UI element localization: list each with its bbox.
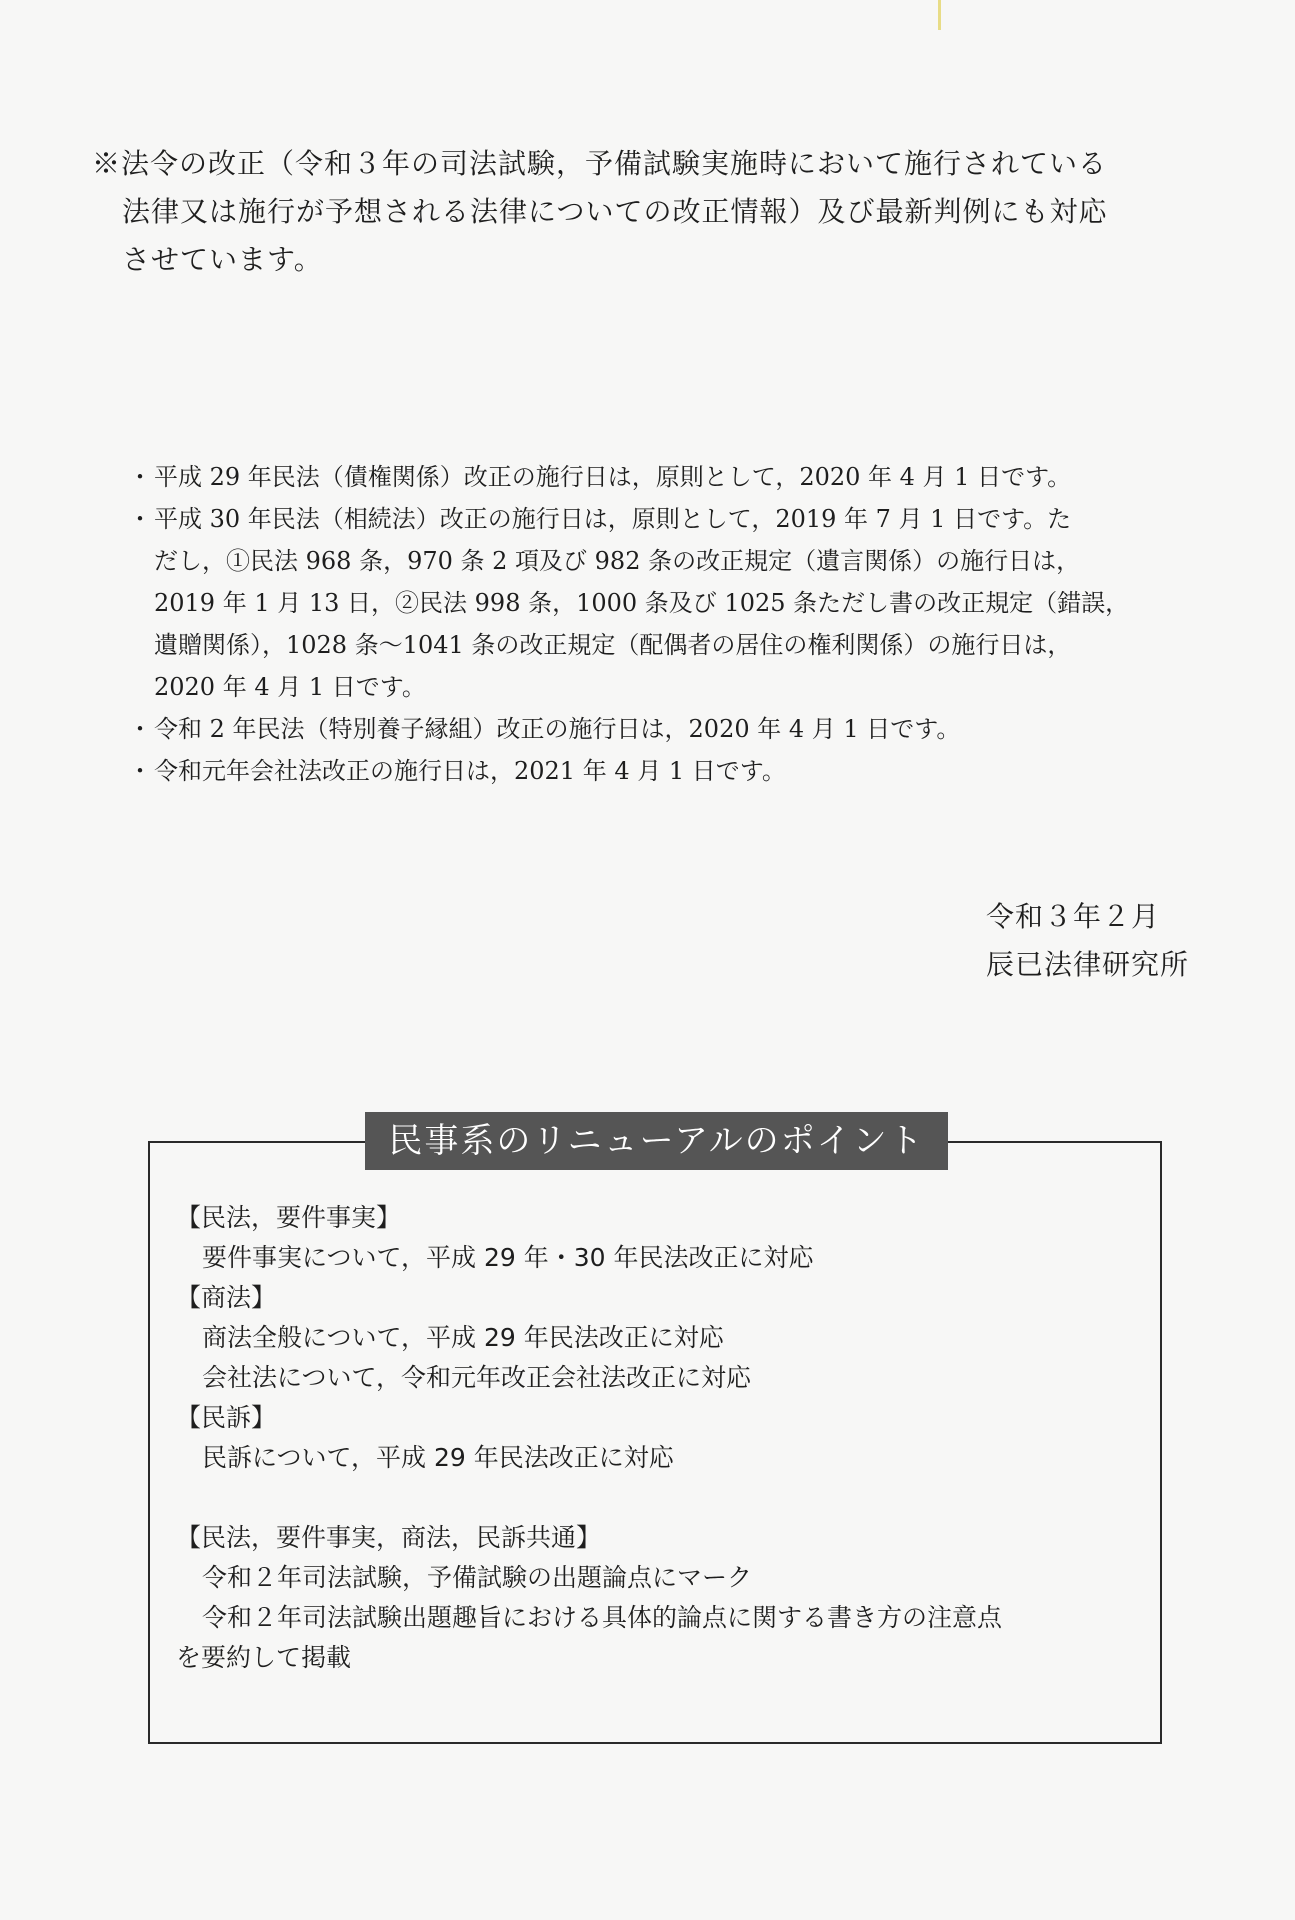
notice-line: ※法令の改正（令和３年の司法試験，予備試験実施時において施行されている — [92, 147, 1108, 180]
list-item-text: 2019 年 1 月 13 日，②民法 998 条，1000 条及び 1025 条ただし書の改正規定（錯誤， — [154, 589, 1130, 617]
bullet-marker: ・ — [128, 463, 152, 491]
section-item: 要件事実について，平成 29 年・30 年民法改正に対応 — [202, 1243, 814, 1272]
signature-organization: 辰已法律研究所 — [986, 948, 1190, 981]
list-item — [128, 456, 1223, 498]
section-spacer — [176, 1478, 1146, 1518]
section-heading: 【民法，要件事実，商法，民訴共通】 — [176, 1523, 602, 1552]
bullet-marker: ・ — [128, 505, 152, 533]
bullet-marker: ・ — [128, 757, 152, 785]
renewal-points-title: 民事系のリニューアルのポイント — [365, 1112, 948, 1170]
section-item: 令和２年司法試験出題趣旨における具体的論点に関する書き方の注意点 — [202, 1603, 1003, 1632]
section-heading: 【民訴】 — [176, 1403, 277, 1432]
effective-dates-list — [128, 456, 1223, 792]
section-heading: 【商法】 — [176, 1283, 277, 1312]
list-item-text: 遺贈関係），1028 条～1041 条の改正規定（配偶者の居住の権利関係）の施行日は， — [154, 631, 1072, 659]
signature-date: 令和３年２月 — [986, 900, 1161, 933]
section-item: 令和２年司法試験，予備試験の出題論点にマーク — [202, 1563, 753, 1592]
list-item-text: 平成 29 年民法（債権関係）改正の施行日は，原則として，2020 年 4 月 1 日です。 — [154, 463, 1072, 491]
list-item-text: 2020 年 4 月 1 日です。 — [154, 673, 426, 701]
list-item-text: 令和元年会社法改正の施行日は，2021 年 4 月 1 日です。 — [154, 757, 786, 785]
section-item: 民訴について，平成 29 年民法改正に対応 — [202, 1443, 674, 1472]
section-item: 商法全般について，平成 29 年民法改正に対応 — [202, 1323, 724, 1352]
list-item-text: だし，①民法 968 条，970 条 2 項及び 982 条の改正規定（遺言関係）の施行日は， — [154, 547, 1081, 575]
list-item-text: 平成 30 年民法（相続法）改正の施行日は，原則として，2019 年 7 月 1 日です。た — [154, 505, 1072, 533]
notice-line: 法律又は施行が予想される法律についての改正情報）及び最新判例にも対応 — [122, 195, 1108, 228]
list-item — [128, 498, 1223, 708]
section-item: 会社法について，令和元年改正会社法改正に対応 — [202, 1363, 752, 1392]
list-item — [128, 708, 1223, 750]
notice-line: させています。 — [122, 243, 323, 276]
signature-block — [986, 893, 1189, 989]
page-edge-mark — [938, 0, 941, 30]
list-item — [128, 750, 1223, 792]
section-item-continuation: を要約して掲載 — [176, 1643, 352, 1672]
bullet-marker: ・ — [128, 715, 152, 743]
revision-notice — [92, 140, 1222, 284]
list-item-text: 令和 2 年民法（特別養子縁組）改正の施行日は，2020 年 4 月 1 日です。 — [154, 715, 961, 743]
section-heading: 【民法，要件事実】 — [176, 1203, 402, 1232]
renewal-points-content — [176, 1198, 1146, 1678]
